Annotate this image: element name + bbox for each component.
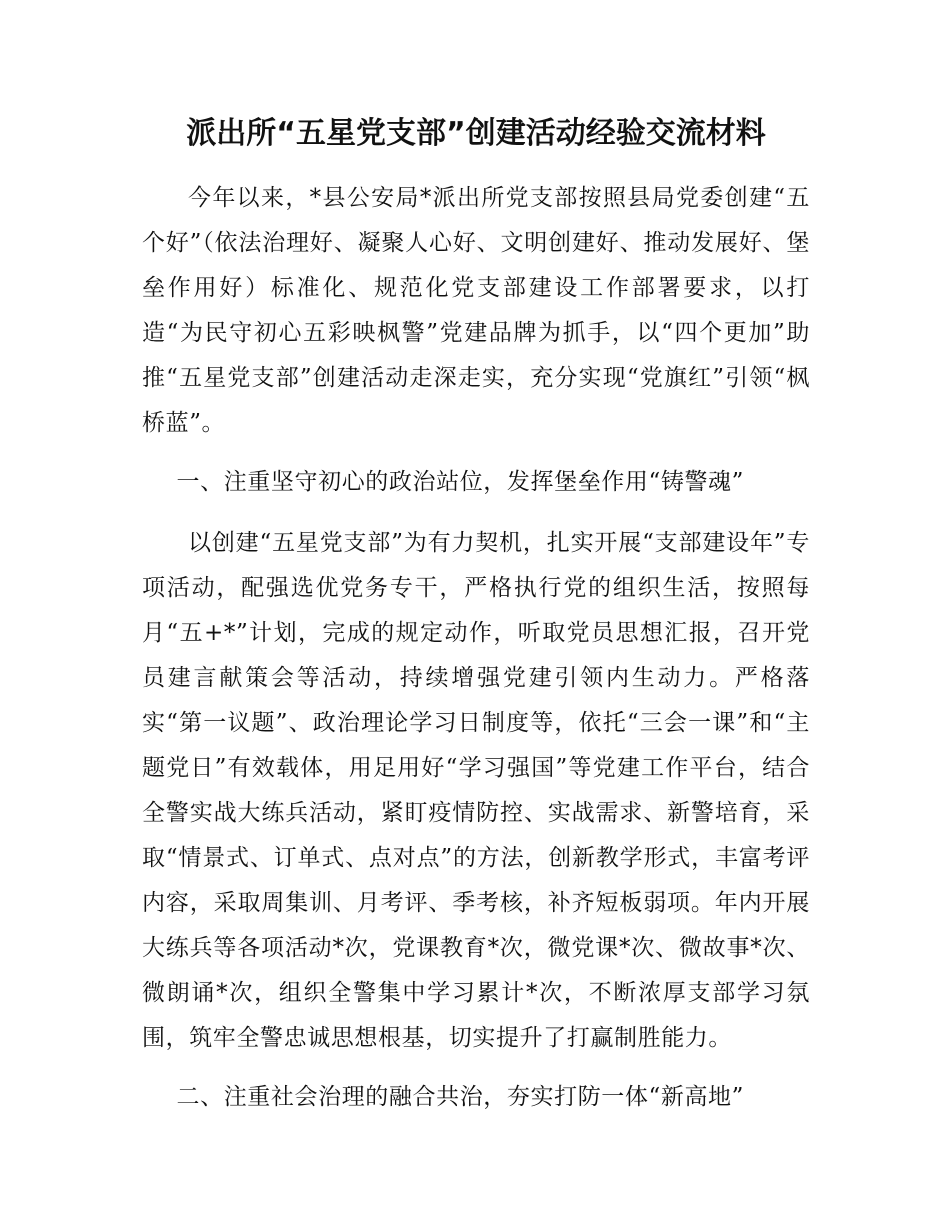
- document-title: 派出所“五星党支部”创建活动经验交流材料: [186, 116, 766, 151]
- section-2-heading: 二、注重社会治理的融合共治，夯实打防一体“新高地”: [176, 1084, 745, 1110]
- section-1-heading: 一、注重坚守初心的政治站位，发挥堡垒作用“铸警魂”: [176, 469, 745, 495]
- document-page: [142, 110, 810, 1136]
- intro-paragraph: 今年以来，*县公安局*派出所党支部按照县局党委创建“五个好”（依法治理好、凝聚人心好、文明创建好、推动发展好、堡垒作用好）标准化、规范化党支部建设工作部署要求，以打造“为民守初心五彩映枫警”党建品牌为抓手，以“四个更加”助推“五星党支部”创建活动走深走实，充分实现“党旗红”引领“枫桥蓝”。: [142, 185, 810, 436]
- section-1-paragraph: 以创建“五星党支部”为有力契机，扎实开展“支部建设年”专项活动，配强选优党务专干，严格执行党的组织生活，按照每月“五+*”计划，完成的规定动作，听取党员思想汇报，召开党员建言献策会等活动，持续增强党建引领内生动力。严格落实“第一议题”、政治理论学习日制度等，依托“三会一课”和“主题党日”有效载体，用足用好“学习强国”等党建工作平台，结合全警实战大练兵活动，紧盯疫情防控、实战需求、新警培育，采取“情景式、订单式、点对点”的方法，创新教学形式，丰富考评内容，采取周集训、月考评、季考核，补齐短板弱项。年内开展大练兵等各项活动*次，党课教育*次，微党课*次、微故事*次、微朗诵*次，组织全警集中学习累计*次，不断浓厚支部学习氛围，筑牢全警忠诚思想根基，切实提升了打赢制胜能力。: [142, 530, 810, 1051]
